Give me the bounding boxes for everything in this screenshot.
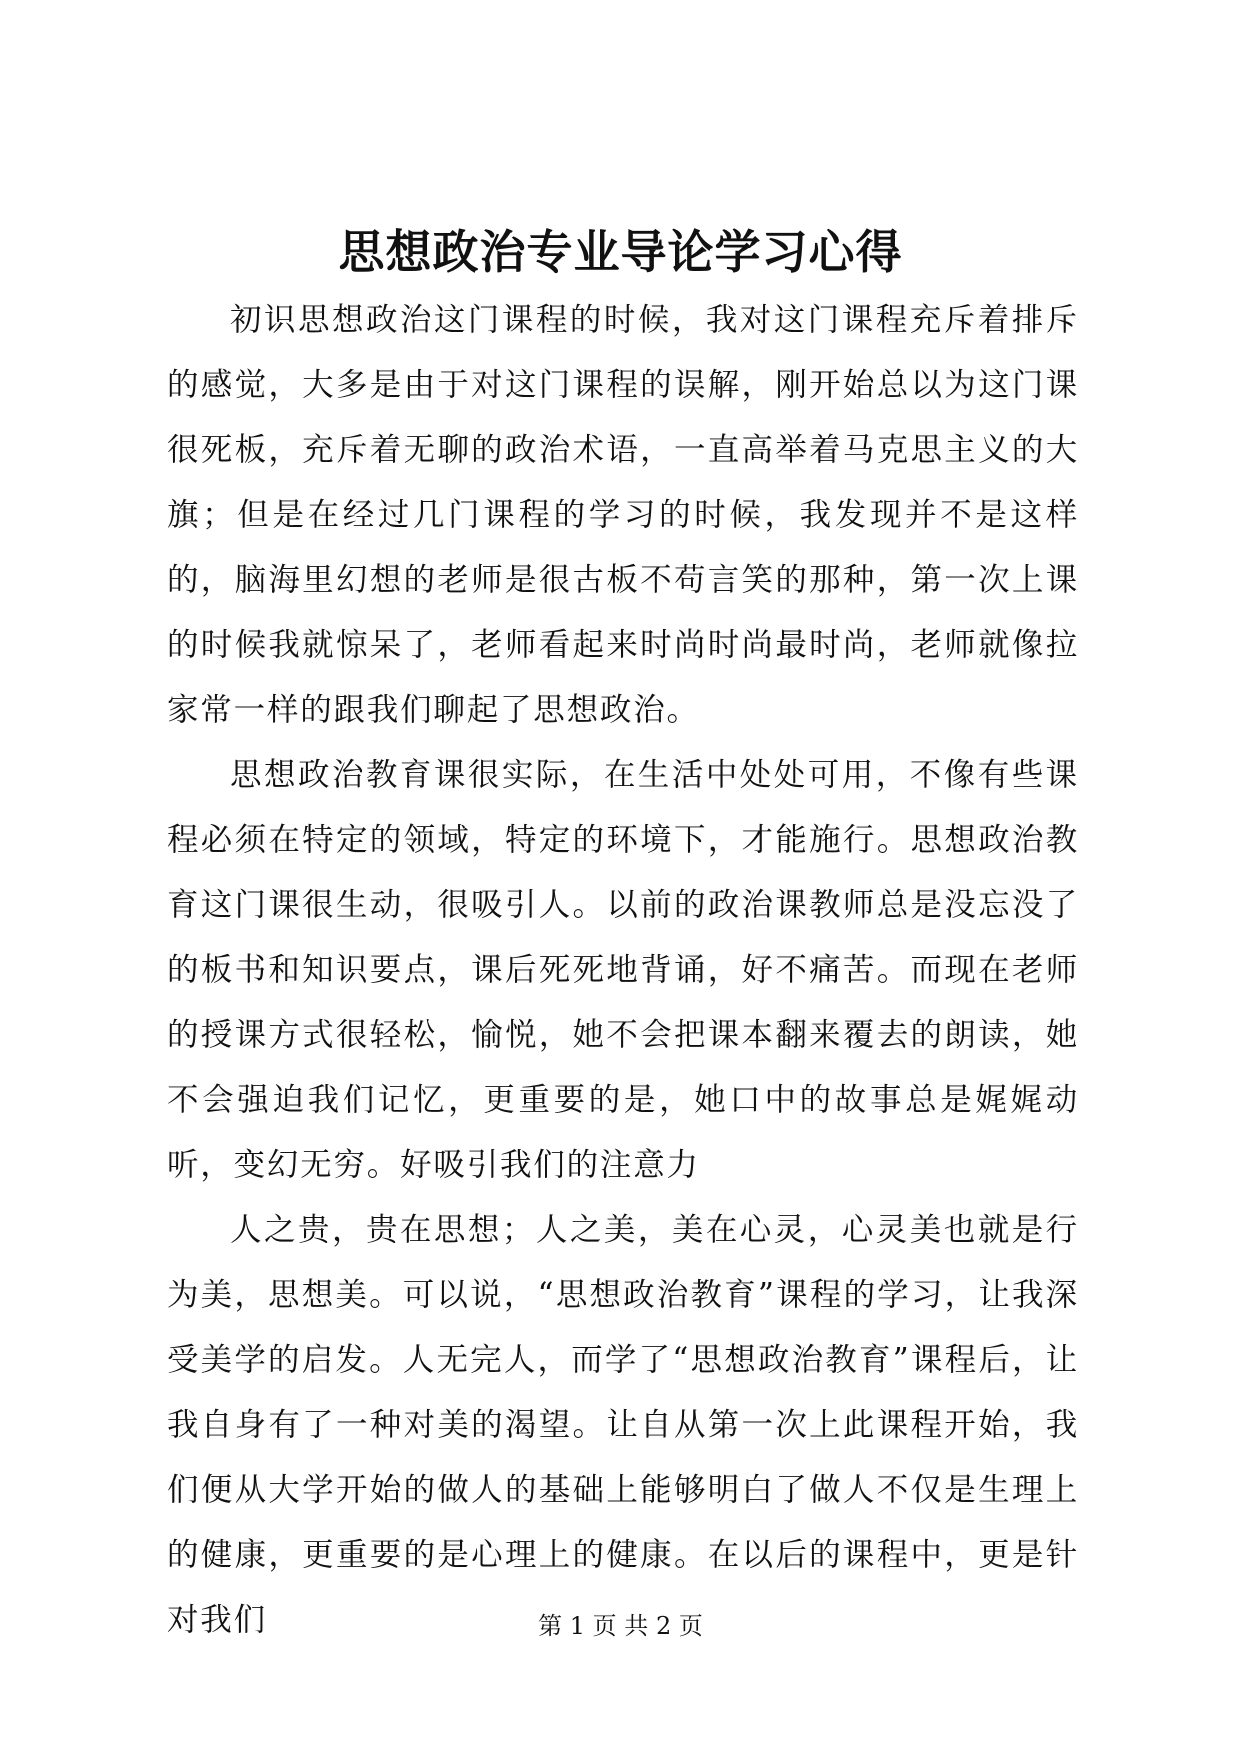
paragraph-3: 人之贵，贵在思想；人之美，美在心灵，心灵美也就是行为美，思想美。可以说，“思想政治教育”课程的学习，让我深受美学的启发。人无完人，而学了“思想政治教育”课程后，让我自身有了一种对美的渴望。让自从第一次上此课程开始，我们便从大学开始的做人的基础上能够明白了做人不仅是生理上的健康，更重要的是心理上的健康。在以后的课程中，更是针对我们 bbox=[167, 1212, 1079, 1638]
paragraph-1: 初识思想政治这门课程的时候，我对这门课程充斥着排斥的感觉，大多是由于对这门课程的误解，刚开始总以为这门课很死板，充斥着无聊的政治术语，一直高举着马克思主义的大旗；但是在经过几门课程的学习的时候，我发现并不是这样的，脑海里幻想的老师是很古板不苟言笑的那种，第一次上课的时候我就惊呆了，老师看起来时尚时尚最时尚，老师就像拉家常一样的跟我们聊起了思想政治。 bbox=[167, 302, 1079, 728]
paragraph-2: 思想政治教育课很实际，在生活中处处可用，不像有些课程必须在特定的领域，特定的环境下，才能施行。思想政治教育这门课很生动，很吸引人。以前的政治课教师总是没忘没了的板书和知识要点，课后死死地背诵，好不痛苦。而现在老师的授课方式很轻松，愉悦，她不会把课本翻来覆去的朗读，她不会强迫我们记忆，更重要的是，她口中的故事总是娓娓动听，变幻无穷。好吸引我们的注意力 bbox=[167, 757, 1079, 1183]
page-footer: 第 1 页 共 2 页 bbox=[538, 1612, 703, 1640]
document-body bbox=[167, 288, 1079, 1653]
document-title: 思想政治专业导论学习心得 bbox=[338, 225, 903, 279]
